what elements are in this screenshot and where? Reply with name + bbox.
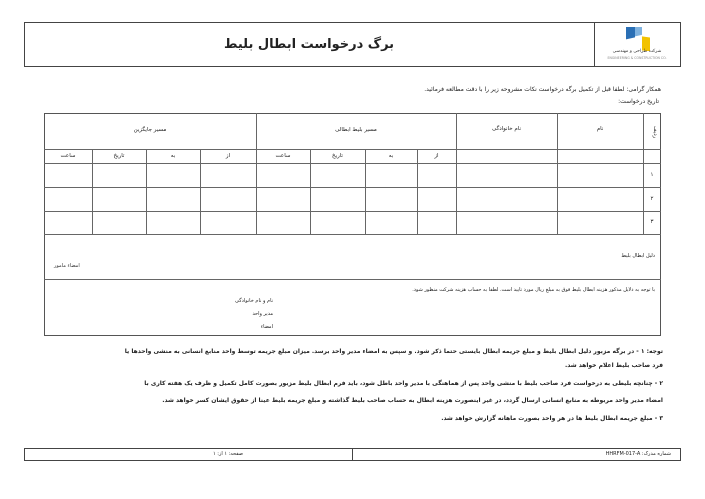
note-3: ۳ - مبلغ جریمه ابطال بلیط ها در هر واحد بصورت ماهانه گزارش خواهد شد.: [441, 415, 663, 422]
unit-manager-label: مدیر واحد: [252, 311, 273, 317]
row-number: ۳: [650, 219, 654, 225]
table-line: [44, 234, 661, 235]
sub-from: از: [434, 153, 439, 159]
page-number: صفحه: ۱ از: ۱: [212, 451, 243, 457]
col-row-header: ردیف: [652, 125, 658, 139]
note-1-cont: فرد صاحب بلیط اعلام خواهد شد.: [564, 362, 663, 369]
request-table: [44, 113, 661, 336]
table-line: [44, 279, 661, 280]
table-line: [44, 211, 661, 212]
officer-signature-label: امضاء مامور: [54, 263, 80, 269]
request-date-label: تاریخ درخواست:: [618, 98, 659, 105]
cancel-reason-label: دلیل ابطال بلیط: [621, 253, 655, 259]
group-replace-route: مسیر جایگزین: [133, 127, 167, 133]
table-line: [417, 149, 418, 234]
sub-to: به: [388, 153, 394, 159]
table-line: [44, 149, 456, 150]
col-name-header: نام: [596, 126, 604, 132]
sub-time: ساعت: [60, 153, 76, 159]
row-number: ۲: [650, 196, 654, 202]
form-title: برگ درخواست ابطال بلیط: [223, 37, 395, 52]
sub-date: تاریخ: [332, 153, 343, 159]
sub-time: ساعت: [275, 153, 291, 159]
table-line: [92, 149, 93, 234]
table-line: [44, 187, 661, 188]
table-line: [365, 149, 366, 234]
note-2-cont: امضاء مدیر واحد مربوطه به منابع انسانی ارسال گردد، در غیر اینصورت هزینه ابطال به حساب صاحب بلیط گذاشته و مبلغ جریمه بلیط عینا از حقوق ایشان کسر خواهد شد.: [162, 397, 663, 404]
company-name: شرکت طراحی و مهندسی: [612, 49, 662, 54]
header-divider: [594, 22, 595, 67]
group-cancel-route: مسیر بلیط ابطالی: [335, 127, 377, 133]
table-line: [44, 163, 661, 164]
intro-text: همکار گرامی: لطفا قبل از تکمیل برگه درخواست نکات مشروحه زیر را با دقت مطالعه فرمائید.: [424, 86, 661, 93]
row-number: ۱: [650, 172, 654, 178]
signature-label: امضاء: [260, 324, 273, 330]
footer-divider: [352, 448, 353, 461]
table-line: [200, 149, 201, 234]
col-family-header: نام خانوادگی: [492, 126, 521, 132]
document-number: شماره مدرک: HHRFM-017-A: [605, 451, 671, 457]
company-subtitle: ENGINEERING & CONSTRUCTION CO.: [607, 56, 667, 60]
sub-date: تاریخ: [113, 153, 125, 159]
sub-to: به: [170, 153, 176, 159]
note-1: توجه: ۱ - در برگه مزبور دلیل ابطال بلیط و مبلغ جریمه ابطال بایستی حتما ذکر شود. و سپس به امضاء مدیر واحد برسد. میزان مبلغ جریمه توسط واحد منابع انسانی به منشی واحدها یا: [124, 348, 663, 355]
table-line: [310, 149, 311, 234]
signer-name-label: نام و نام خانوادگی: [235, 298, 273, 304]
note-2: ۲ - چنانچه بلیطی به درخواست فرد صاحب بلیط با منشی واحد پس از هماهنگی با مدیر واحد باطل شود، باید فرم ابطال بلیط مزبور بصورت کامل تکمیل و ظرف یک هفته کاری با: [144, 380, 663, 387]
sub-from: از: [225, 153, 231, 159]
table-line: [146, 149, 147, 234]
approval-text: با توجه به دلایل مذکور هزینه ابطال بلیط فوق به مبلغ ریال مورد تایید است. لطفا به حساب هزینه شرکت منظور شود.: [412, 287, 655, 293]
